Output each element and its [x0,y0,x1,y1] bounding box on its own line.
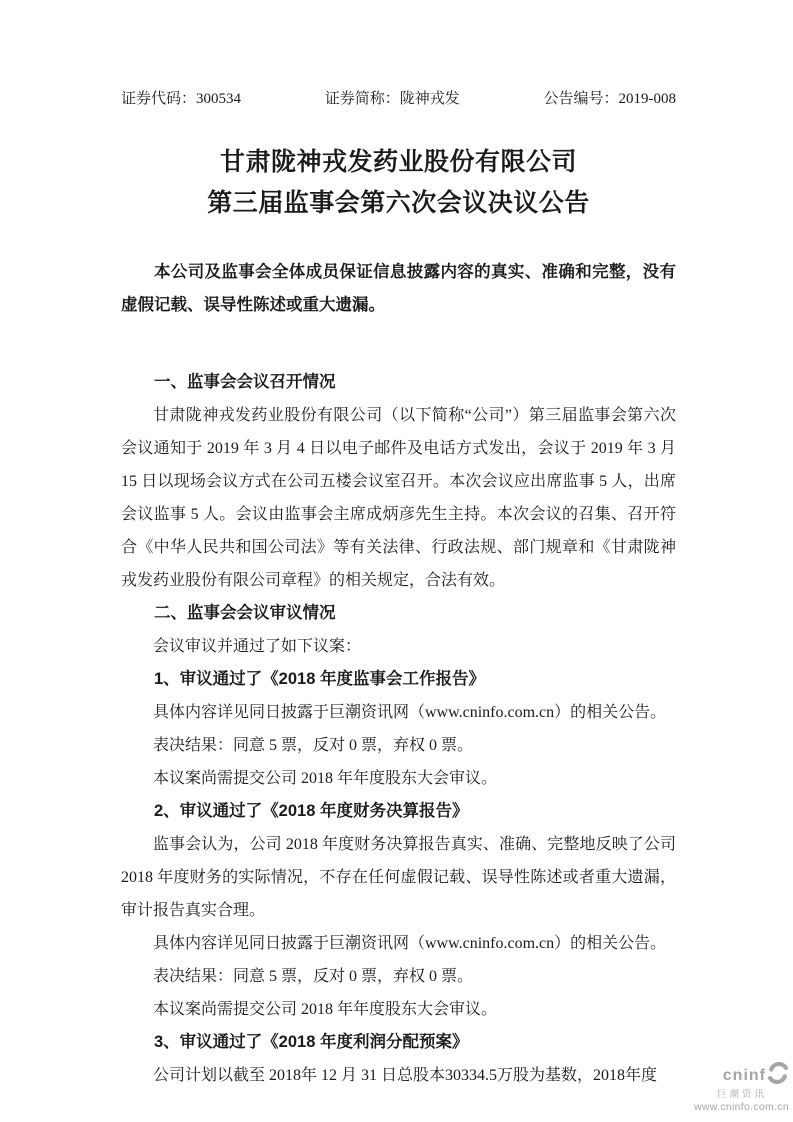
stock-code: 证券代码：300534 [121,91,242,107]
document-title-line2: 第三届监事会第六次会议决议公告 [207,189,590,217]
announcement-number: 公告编号：2019-008 [543,91,676,107]
section-heading: 二、监事会会议审议情况 [154,604,336,622]
cninfo-chinese-name: 巨潮资讯 [716,1089,767,1101]
paragraph: 表决结果：同意 5 票，反对 0 票，弃权 0 票。 [153,737,474,754]
paragraph: 公司计划以截至 2018年 12 月 31 日总股本30334.5万股为基数，2018年度 [153,1067,658,1084]
cninfo-logo [694,1062,789,1114]
paragraph: 甘肃陇神戎发药业股份有限公司（以下简称“公司”）第三届监事会第六次会议通知于 2019 年 3 月 4 日以电子邮件及电话方式发出，会议于 2019 年 3 月 15 日以现场会议方式在公司五楼会议室召开。本次会议应出席监事 5 人，出席会议监事 5 人。会议由监事会主席成炳彦先生主持。本次会议的召集、召开符合《中华人民共和国公司法》等有关法律、行政法规、部门规章和《甘肃陇神戎发药业股份有限公司章程》的相关规定，合法有效。 [121,407,676,589]
section-heading: 3、审议通过了《2018 年度利润分配预案》 [154,1033,469,1051]
paragraph: 本议案尚需提交公司 2018 年年度股东大会审议。 [153,770,498,787]
cninfo-url: www.cninfo.com.cn [694,1101,789,1114]
section-heading: 一、监事会会议召开情况 [154,373,336,391]
paragraph: 表决结果：同意 5 票，反对 0 票，弃权 0 票。 [153,968,474,985]
document-blocks [121,366,676,1092]
disclaimer-statement: 本公司及监事会全体成员保证信息披露内容的真实、准确和完整，没有虚假记载、误导性陈述或重大遗漏。 [121,263,676,314]
paragraph: 具体内容详见同日披露于巨潮资讯网（www.cninfo.com.cn）的相关公告。 [153,935,667,952]
paragraph: 会议审议并通过了如下议案： [153,638,362,655]
cninfo-swirl-icon [767,1062,789,1089]
section-heading: 1、审议通过了《2018 年度监事会工作报告》 [154,670,485,688]
paragraph: 本议案尚需提交公司 2018 年年度股东大会审议。 [153,1001,498,1018]
cninfo-brand-text: cninf [722,1066,766,1084]
paragraph: 具体内容详见同日披露于巨潮资讯网（www.cninfo.com.cn）的相关公告。 [153,704,667,721]
stock-name: 证券简称：陇神戎发 [324,91,460,107]
paragraph: 监事会认为，公司 2018 年度财务决算报告真实、准确、完整地反映了公司 2018 年度财务的实际情况，不存在任何虚假记载、误导性陈述或者重大遗漏， 审计报告真实合理。 [121,836,676,919]
document-title [121,142,676,224]
document-title-line1: 甘肃陇神戎发药业股份有限公司 [219,148,577,176]
section-heading: 2、审议通过了《2018 年度财务决算报告》 [154,802,469,820]
document-header [121,88,676,110]
